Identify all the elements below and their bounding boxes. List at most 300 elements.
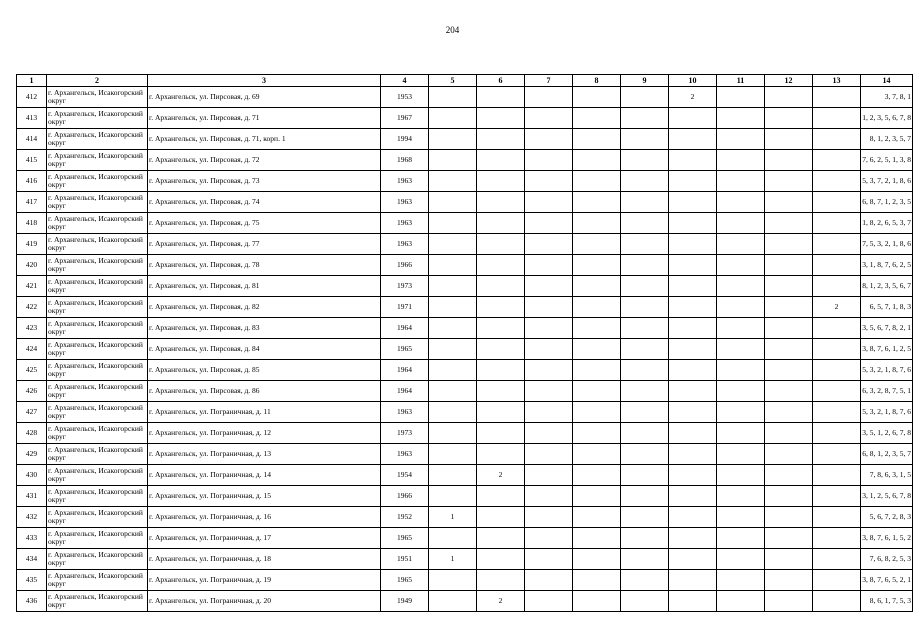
- row-number: 419: [17, 234, 47, 255]
- address-cell: г. Архангельск, ул. Пограничная, д. 13: [148, 444, 381, 465]
- col9-cell: [621, 318, 669, 339]
- col6-cell: [477, 108, 525, 129]
- col13-cell: 2: [813, 297, 861, 318]
- col10-cell: [669, 360, 717, 381]
- column-header: 10: [669, 75, 717, 87]
- col8-cell: [573, 297, 621, 318]
- year-cell: 1949: [381, 591, 429, 612]
- row-number: 418: [17, 213, 47, 234]
- col8-cell: [573, 255, 621, 276]
- col12-cell: [765, 255, 813, 276]
- table-row: [17, 108, 913, 129]
- table-row: [17, 444, 913, 465]
- col9-cell: [621, 108, 669, 129]
- col13-cell: [813, 381, 861, 402]
- col5-cell: [429, 192, 477, 213]
- table-row: [17, 87, 913, 108]
- work-codes-cell: 3, 1, 2, 5, 6, 7, 8: [861, 486, 913, 507]
- col8-cell: [573, 213, 621, 234]
- col13-cell: [813, 318, 861, 339]
- col8-cell: [573, 423, 621, 444]
- col12-cell: [765, 108, 813, 129]
- year-cell: 1966: [381, 486, 429, 507]
- work-codes-cell: 3, 8, 7, 6, 1, 2, 5: [861, 339, 913, 360]
- year-cell: 1964: [381, 381, 429, 402]
- address-cell: г. Архангельск, ул. Пирсовая, д. 75: [148, 213, 381, 234]
- col6-cell: 2: [477, 465, 525, 486]
- year-cell: 1994: [381, 129, 429, 150]
- col11-cell: [717, 192, 765, 213]
- municipality-cell: г. Архангельск, Исакогорский округ: [47, 570, 148, 591]
- year-cell: 1963: [381, 192, 429, 213]
- column-header: 1: [17, 75, 47, 87]
- col6-cell: [477, 318, 525, 339]
- municipality-cell: г. Архангельск, Исакогорский округ: [47, 444, 148, 465]
- col7-cell: [525, 234, 573, 255]
- work-codes-cell: 3, 8, 7, 6, 1, 5, 2: [861, 528, 913, 549]
- col8-cell: [573, 129, 621, 150]
- col13-cell: [813, 129, 861, 150]
- col10-cell: [669, 108, 717, 129]
- col6-cell: [477, 129, 525, 150]
- column-header: 3: [148, 75, 381, 87]
- year-cell: 1965: [381, 528, 429, 549]
- table-row: [17, 486, 913, 507]
- col5-cell: [429, 444, 477, 465]
- col13-cell: [813, 423, 861, 444]
- col6-cell: 2: [477, 591, 525, 612]
- col9-cell: [621, 150, 669, 171]
- year-cell: 1973: [381, 276, 429, 297]
- work-codes-cell: 6, 5, 7, 1, 8, 3: [861, 297, 913, 318]
- col11-cell: [717, 465, 765, 486]
- col11-cell: [717, 213, 765, 234]
- year-cell: 1968: [381, 150, 429, 171]
- col10-cell: 2: [669, 87, 717, 108]
- address-cell: г. Архангельск, ул. Пирсовая, д. 82: [148, 297, 381, 318]
- year-cell: 1952: [381, 507, 429, 528]
- col12-cell: [765, 87, 813, 108]
- col10-cell: [669, 150, 717, 171]
- col8-cell: [573, 549, 621, 570]
- row-number: 414: [17, 129, 47, 150]
- col9-cell: [621, 276, 669, 297]
- row-number: 434: [17, 549, 47, 570]
- column-header: 11: [717, 75, 765, 87]
- col10-cell: [669, 507, 717, 528]
- col13-cell: [813, 192, 861, 213]
- col7-cell: [525, 528, 573, 549]
- table-row: [17, 570, 913, 591]
- municipality-cell: г. Архангельск, Исакогорский округ: [47, 360, 148, 381]
- address-cell: г. Архангельск, ул. Пограничная, д. 12: [148, 423, 381, 444]
- col12-cell: [765, 444, 813, 465]
- col10-cell: [669, 591, 717, 612]
- col9-cell: [621, 549, 669, 570]
- col8-cell: [573, 318, 621, 339]
- col13-cell: [813, 528, 861, 549]
- work-codes-cell: 3, 5, 1, 2, 6, 7, 8: [861, 423, 913, 444]
- table-body: [17, 87, 913, 612]
- col11-cell: [717, 171, 765, 192]
- column-header: 7: [525, 75, 573, 87]
- col12-cell: [765, 297, 813, 318]
- col9-cell: [621, 591, 669, 612]
- col7-cell: [525, 87, 573, 108]
- col7-cell: [525, 465, 573, 486]
- municipality-cell: г. Архангельск, Исакогорский округ: [47, 87, 148, 108]
- col6-cell: [477, 192, 525, 213]
- col10-cell: [669, 465, 717, 486]
- table-row: [17, 528, 913, 549]
- col11-cell: [717, 108, 765, 129]
- municipality-cell: г. Архангельск, Исакогорский округ: [47, 465, 148, 486]
- col8-cell: [573, 171, 621, 192]
- col6-cell: [477, 150, 525, 171]
- col8-cell: [573, 570, 621, 591]
- col7-cell: [525, 276, 573, 297]
- year-cell: 1965: [381, 339, 429, 360]
- col9-cell: [621, 381, 669, 402]
- col6-cell: [477, 507, 525, 528]
- col12-cell: [765, 129, 813, 150]
- col11-cell: [717, 150, 765, 171]
- column-header: 5: [429, 75, 477, 87]
- col13-cell: [813, 234, 861, 255]
- col12-cell: [765, 507, 813, 528]
- col11-cell: [717, 423, 765, 444]
- work-codes-cell: 8, 1, 2, 3, 5, 7: [861, 129, 913, 150]
- row-number: 427: [17, 402, 47, 423]
- col11-cell: [717, 444, 765, 465]
- column-header: 8: [573, 75, 621, 87]
- row-number: 417: [17, 192, 47, 213]
- address-cell: г. Архангельск, ул. Пограничная, д. 18: [148, 549, 381, 570]
- address-cell: г. Архангельск, ул. Пирсовая, д. 78: [148, 255, 381, 276]
- col7-cell: [525, 255, 573, 276]
- municipality-cell: г. Архангельск, Исакогорский округ: [47, 381, 148, 402]
- work-codes-cell: 3, 7, 8, 1: [861, 87, 913, 108]
- work-codes-cell: 6, 8, 7, 1, 2, 3, 5: [861, 192, 913, 213]
- col6-cell: [477, 255, 525, 276]
- col6-cell: [477, 360, 525, 381]
- address-cell: г. Архангельск, ул. Пограничная, д. 19: [148, 570, 381, 591]
- col13-cell: [813, 360, 861, 381]
- col9-cell: [621, 234, 669, 255]
- col13-cell: [813, 444, 861, 465]
- col8-cell: [573, 528, 621, 549]
- row-number: 433: [17, 528, 47, 549]
- page-number: 204: [445, 25, 460, 35]
- row-number: 431: [17, 486, 47, 507]
- year-cell: 1971: [381, 297, 429, 318]
- address-cell: г. Архангельск, ул. Пирсовая, д. 71: [148, 108, 381, 129]
- col8-cell: [573, 507, 621, 528]
- col7-cell: [525, 171, 573, 192]
- municipality-cell: г. Архангельск, Исакогорский округ: [47, 171, 148, 192]
- work-codes-cell: 1, 2, 3, 5, 6, 7, 8: [861, 108, 913, 129]
- col7-cell: [525, 507, 573, 528]
- col6-cell: [477, 234, 525, 255]
- col5-cell: [429, 255, 477, 276]
- municipality-cell: г. Архангельск, Исакогорский округ: [47, 528, 148, 549]
- col9-cell: [621, 465, 669, 486]
- col5-cell: [429, 171, 477, 192]
- row-number: 421: [17, 276, 47, 297]
- col12-cell: [765, 486, 813, 507]
- address-cell: г. Архангельск, ул. Пирсовая, д. 84: [148, 339, 381, 360]
- col13-cell: [813, 87, 861, 108]
- col7-cell: [525, 570, 573, 591]
- col7-cell: [525, 318, 573, 339]
- col10-cell: [669, 213, 717, 234]
- col9-cell: [621, 87, 669, 108]
- col10-cell: [669, 444, 717, 465]
- row-number: 432: [17, 507, 47, 528]
- col8-cell: [573, 444, 621, 465]
- col13-cell: [813, 507, 861, 528]
- col8-cell: [573, 192, 621, 213]
- col7-cell: [525, 150, 573, 171]
- row-number: 420: [17, 255, 47, 276]
- col13-cell: [813, 591, 861, 612]
- col13-cell: [813, 150, 861, 171]
- col12-cell: [765, 171, 813, 192]
- col8-cell: [573, 150, 621, 171]
- address-cell: г. Архангельск, ул. Пирсовая, д. 69: [148, 87, 381, 108]
- column-header: 6: [477, 75, 525, 87]
- col6-cell: [477, 423, 525, 444]
- table-row: [17, 360, 913, 381]
- work-codes-cell: 7, 5, 3, 2, 1, 8, 6: [861, 234, 913, 255]
- col6-cell: [477, 486, 525, 507]
- col9-cell: [621, 171, 669, 192]
- work-codes-cell: 8, 6, 1, 7, 5, 3: [861, 591, 913, 612]
- address-cell: г. Архангельск, ул. Пирсовая, д. 72: [148, 150, 381, 171]
- col10-cell: [669, 549, 717, 570]
- col12-cell: [765, 213, 813, 234]
- municipality-cell: г. Архангельск, Исакогорский округ: [47, 213, 148, 234]
- year-cell: 1965: [381, 570, 429, 591]
- col5-cell: [429, 150, 477, 171]
- col11-cell: [717, 360, 765, 381]
- municipality-cell: г. Архангельск, Исакогорский округ: [47, 234, 148, 255]
- col10-cell: [669, 402, 717, 423]
- col12-cell: [765, 360, 813, 381]
- col5-cell: [429, 234, 477, 255]
- col11-cell: [717, 234, 765, 255]
- col8-cell: [573, 339, 621, 360]
- year-cell: 1951: [381, 549, 429, 570]
- table-row: [17, 297, 913, 318]
- col7-cell: [525, 297, 573, 318]
- row-number: 426: [17, 381, 47, 402]
- col12-cell: [765, 402, 813, 423]
- col10-cell: [669, 171, 717, 192]
- table-row: [17, 402, 913, 423]
- work-codes-cell: 8, 1, 2, 3, 5, 6, 7: [861, 276, 913, 297]
- col11-cell: [717, 549, 765, 570]
- col13-cell: [813, 255, 861, 276]
- address-cell: г. Архангельск, ул. Пирсовая, д. 85: [148, 360, 381, 381]
- col9-cell: [621, 129, 669, 150]
- row-number: 430: [17, 465, 47, 486]
- municipality-cell: г. Архангельск, Исакогорский округ: [47, 129, 148, 150]
- municipality-cell: г. Архангельск, Исакогорский округ: [47, 423, 148, 444]
- col10-cell: [669, 234, 717, 255]
- row-number: 428: [17, 423, 47, 444]
- col10-cell: [669, 570, 717, 591]
- col10-cell: [669, 255, 717, 276]
- table-row: [17, 423, 913, 444]
- col13-cell: [813, 339, 861, 360]
- col11-cell: [717, 129, 765, 150]
- col8-cell: [573, 234, 621, 255]
- work-codes-cell: 6, 3, 2, 8, 7, 5, 1: [861, 381, 913, 402]
- col11-cell: [717, 507, 765, 528]
- col12-cell: [765, 150, 813, 171]
- col7-cell: [525, 213, 573, 234]
- row-number: 424: [17, 339, 47, 360]
- col9-cell: [621, 192, 669, 213]
- col10-cell: [669, 297, 717, 318]
- col13-cell: [813, 402, 861, 423]
- col11-cell: [717, 339, 765, 360]
- address-cell: г. Архангельск, ул. Пограничная, д. 11: [148, 402, 381, 423]
- col8-cell: [573, 87, 621, 108]
- col7-cell: [525, 591, 573, 612]
- year-cell: 1963: [381, 171, 429, 192]
- work-codes-cell: 6, 8, 1, 2, 3, 5, 7: [861, 444, 913, 465]
- col11-cell: [717, 402, 765, 423]
- col5-cell: [429, 276, 477, 297]
- col12-cell: [765, 276, 813, 297]
- row-number: 436: [17, 591, 47, 612]
- table-row: [17, 381, 913, 402]
- col7-cell: [525, 360, 573, 381]
- col13-cell: [813, 570, 861, 591]
- col10-cell: [669, 486, 717, 507]
- col7-cell: [525, 423, 573, 444]
- col10-cell: [669, 423, 717, 444]
- col9-cell: [621, 213, 669, 234]
- col11-cell: [717, 87, 765, 108]
- work-codes-cell: 7, 6, 8, 2, 5, 3: [861, 549, 913, 570]
- municipality-cell: г. Архангельск, Исакогорский округ: [47, 276, 148, 297]
- col10-cell: [669, 528, 717, 549]
- work-codes-cell: 3, 8, 7, 6, 5, 2, 1: [861, 570, 913, 591]
- col9-cell: [621, 255, 669, 276]
- register-table: [16, 74, 913, 612]
- col11-cell: [717, 381, 765, 402]
- col12-cell: [765, 318, 813, 339]
- col11-cell: [717, 486, 765, 507]
- row-number: 413: [17, 108, 47, 129]
- municipality-cell: г. Архангельск, Исакогорский округ: [47, 486, 148, 507]
- work-codes-cell: 3, 1, 8, 7, 6, 2, 5: [861, 255, 913, 276]
- row-number: 412: [17, 87, 47, 108]
- table-row: [17, 507, 913, 528]
- col5-cell: [429, 423, 477, 444]
- col6-cell: [477, 381, 525, 402]
- col11-cell: [717, 528, 765, 549]
- column-header: 4: [381, 75, 429, 87]
- col9-cell: [621, 570, 669, 591]
- address-cell: г. Архангельск, ул. Пирсовая, д. 81: [148, 276, 381, 297]
- col7-cell: [525, 486, 573, 507]
- municipality-cell: г. Архангельск, Исакогорский округ: [47, 297, 148, 318]
- address-cell: г. Архангельск, ул. Пирсовая, д. 73: [148, 171, 381, 192]
- row-number: 416: [17, 171, 47, 192]
- col5-cell: [429, 108, 477, 129]
- year-cell: 1973: [381, 423, 429, 444]
- work-codes-cell: 7, 8, 6, 3, 1, 5: [861, 465, 913, 486]
- col5-cell: [429, 465, 477, 486]
- address-cell: г. Архангельск, ул. Пограничная, д. 14: [148, 465, 381, 486]
- municipality-cell: г. Архангельск, Исакогорский округ: [47, 507, 148, 528]
- col9-cell: [621, 297, 669, 318]
- col12-cell: [765, 234, 813, 255]
- col8-cell: [573, 591, 621, 612]
- column-header: 12: [765, 75, 813, 87]
- col13-cell: [813, 276, 861, 297]
- address-cell: г. Архангельск, ул. Пограничная, д. 16: [148, 507, 381, 528]
- col8-cell: [573, 360, 621, 381]
- col13-cell: [813, 108, 861, 129]
- table-row: [17, 591, 913, 612]
- table-row: [17, 234, 913, 255]
- col12-cell: [765, 591, 813, 612]
- col8-cell: [573, 402, 621, 423]
- table-row: [17, 465, 913, 486]
- column-header: 9: [621, 75, 669, 87]
- year-cell: 1963: [381, 444, 429, 465]
- col9-cell: [621, 444, 669, 465]
- col6-cell: [477, 549, 525, 570]
- col8-cell: [573, 465, 621, 486]
- col12-cell: [765, 549, 813, 570]
- work-codes-cell: 5, 3, 7, 2, 1, 8, 6: [861, 171, 913, 192]
- col10-cell: [669, 129, 717, 150]
- year-cell: 1963: [381, 402, 429, 423]
- row-number: 429: [17, 444, 47, 465]
- year-cell: 1954: [381, 465, 429, 486]
- col7-cell: [525, 381, 573, 402]
- col5-cell: 1: [429, 507, 477, 528]
- table-row: [17, 255, 913, 276]
- col7-cell: [525, 444, 573, 465]
- municipality-cell: г. Архангельск, Исакогорский округ: [47, 108, 148, 129]
- table-row: [17, 213, 913, 234]
- col11-cell: [717, 297, 765, 318]
- col11-cell: [717, 255, 765, 276]
- col12-cell: [765, 381, 813, 402]
- col6-cell: [477, 444, 525, 465]
- address-cell: г. Архангельск, ул. Пирсовая, д. 86: [148, 381, 381, 402]
- col13-cell: [813, 486, 861, 507]
- col11-cell: [717, 570, 765, 591]
- col12-cell: [765, 339, 813, 360]
- col7-cell: [525, 339, 573, 360]
- col12-cell: [765, 423, 813, 444]
- year-cell: 1953: [381, 87, 429, 108]
- row-number: 415: [17, 150, 47, 171]
- col9-cell: [621, 402, 669, 423]
- address-cell: г. Архангельск, ул. Пирсовая, д. 71, корп. 1: [148, 129, 381, 150]
- work-codes-cell: 3, 5, 6, 7, 8, 2, 1: [861, 318, 913, 339]
- table-row: [17, 276, 913, 297]
- col5-cell: [429, 591, 477, 612]
